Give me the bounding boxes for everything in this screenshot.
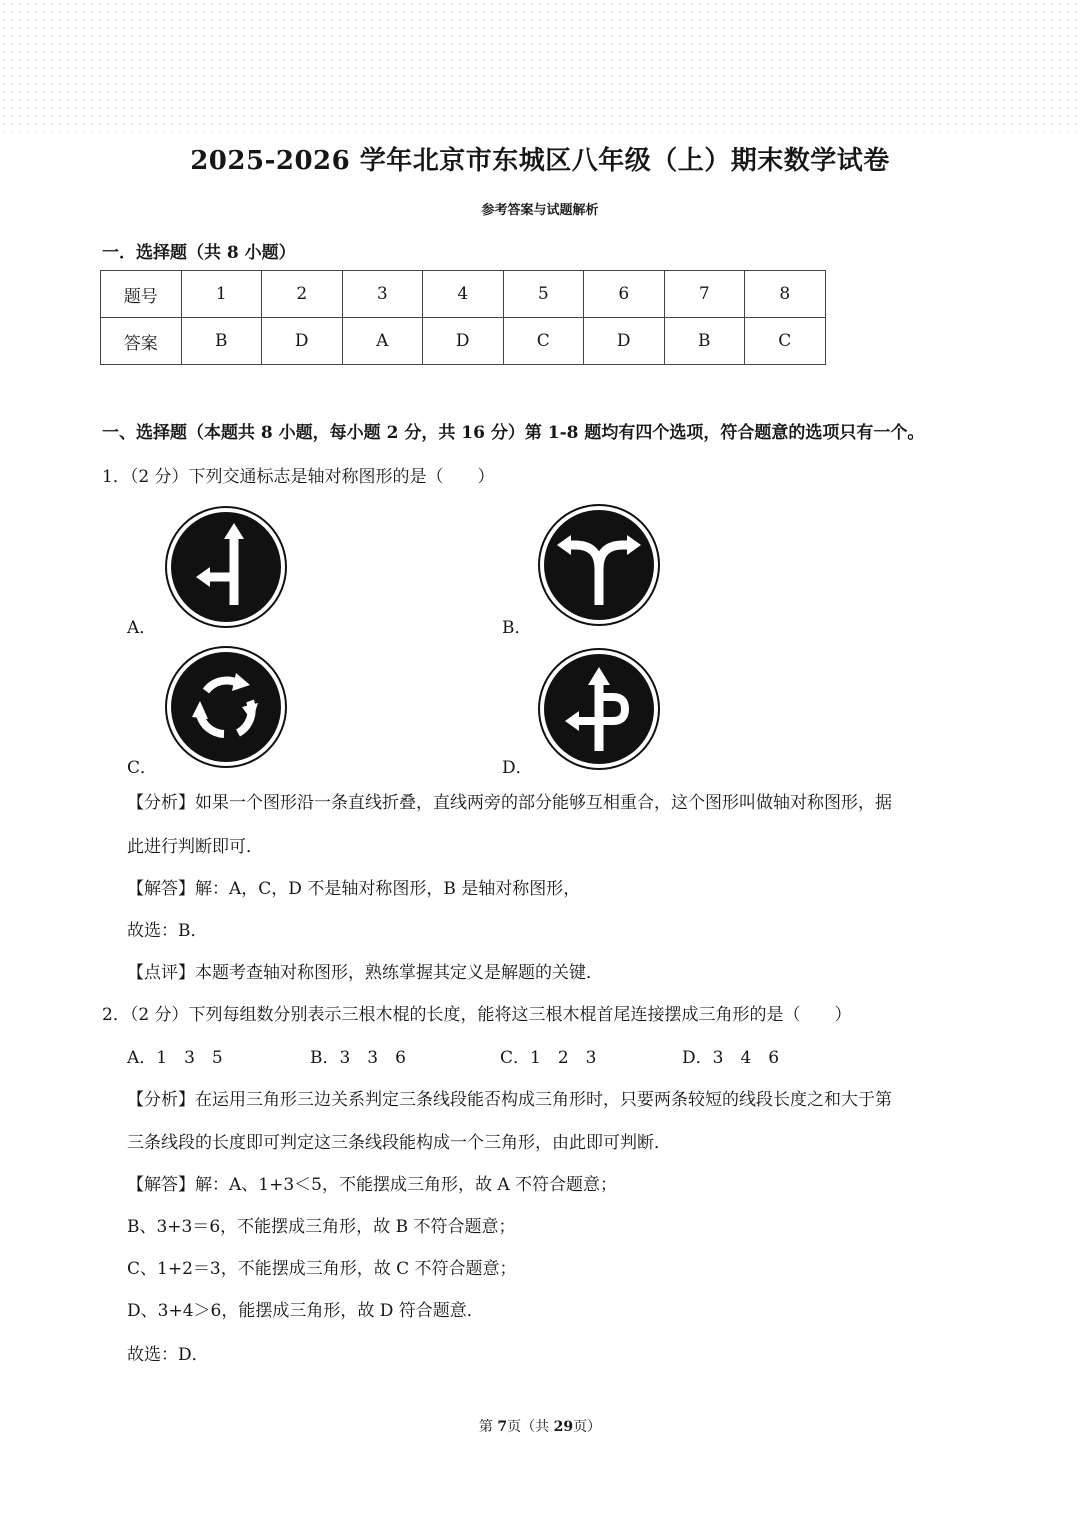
table-cell-answer: B	[181, 318, 262, 365]
q1-analysis-line-1: 【分析】如果一个图形沿一条直线折叠，直线两旁的部分能够互相重合，这个图形叫做轴对称图形，据	[127, 793, 892, 813]
left-right-fork-sign-icon	[537, 503, 661, 627]
q2-choice-b: B．3 3 6	[310, 1048, 406, 1068]
q1-comment: 【点评】本题考查轴对称图形，熟练掌握其定义是解题的关键．	[127, 963, 603, 983]
table-cell-answer: A	[342, 318, 423, 365]
table-cell-answer: C	[503, 318, 584, 365]
part-heading: 一、选择题（本题共 8 小题，每小题 2 分，共 16 分）第 1-8 题均有四个选项，符合题意的选项只有一个。	[102, 423, 925, 443]
table-cell-answer: D	[423, 318, 504, 365]
q2-solution-a: 【解答】解：A、1+3＜5，不能摆成三角形，故 A 不符合题意；	[127, 1175, 618, 1195]
q1-conclusion: 故选：B．	[127, 921, 208, 941]
footer-mid: 页（共	[507, 1419, 554, 1435]
table-cell-number: 6	[584, 271, 665, 318]
roundabout-sign-icon	[164, 645, 288, 769]
q2-conclusion: 故选：D．	[127, 1345, 209, 1365]
table-cell-answer: D	[262, 318, 343, 365]
table-cell-answer: D	[584, 318, 665, 365]
table-cell-number: 1	[181, 271, 262, 318]
table-cell-number: 7	[664, 271, 745, 318]
table-row-label: 答案	[101, 318, 182, 365]
page-title: 2025-2026 学年北京市东城区八年级（上）期末数学试卷	[190, 146, 890, 176]
scan-texture	[0, 0, 1080, 132]
table-cell-answer: C	[745, 318, 826, 365]
table-cell-number: 8	[745, 271, 826, 318]
q2-choice-d: D．3 4 6	[682, 1048, 780, 1068]
option-c-letter: C．	[127, 758, 158, 778]
option-a-letter: A．	[127, 618, 157, 638]
table-cell-answer: B	[664, 318, 745, 365]
answer-table	[100, 270, 826, 365]
total-page-count: 29	[553, 1419, 574, 1435]
footer-prefix: 第	[478, 1419, 498, 1435]
answer-table-number-row	[101, 271, 826, 318]
table-row-label: 题号	[101, 271, 182, 318]
footer-suffix: 页）	[573, 1419, 602, 1435]
current-page-number: 7	[497, 1419, 508, 1435]
q1-analysis-line-2: 此进行判断即可．	[127, 837, 263, 857]
q2-choice-c: C．1 2 3	[500, 1048, 597, 1068]
q2-solution-c: C、1+2＝3，不能摆成三角形，故 C 不符合题意；	[127, 1259, 517, 1279]
q2-analysis-line-2: 三条线段的长度即可判定这三条线段能构成一个三角形，由此即可判断．	[127, 1133, 671, 1153]
table-cell-number: 3	[342, 271, 423, 318]
option-b-letter: B．	[502, 618, 532, 638]
question-2-stem: 2．（2 分）下列每组数分别表示三根木棍的长度，能将这三根木棍首尾连接摆成三角形的是（ ）	[102, 1005, 852, 1025]
straight-left-u-turn-sign-icon	[537, 647, 661, 771]
q2-choice-a: A．1 3 5	[127, 1048, 223, 1068]
page-footer	[0, 1416, 1080, 1436]
q2-solution-d: D、3+4＞6，能摆成三角形，故 D 符合题意．	[127, 1301, 484, 1321]
table-cell-number: 5	[503, 271, 584, 318]
q1-solution: 【解答】解：A，C，D 不是轴对称图形，B 是轴对称图形，	[127, 879, 581, 899]
section-heading: 一．选择题（共 8 小题）	[102, 243, 296, 263]
answer-table-answer-row	[101, 318, 826, 365]
straight-left-turn-sign-icon	[164, 505, 288, 629]
page-subtitle: 参考答案与试题解析	[481, 203, 599, 218]
question-1-stem: 1．（2 分）下列交通标志是轴对称图形的是（ ）	[102, 467, 495, 487]
table-cell-number: 2	[262, 271, 343, 318]
q2-solution-b: B、3+3＝6，不能摆成三角形，故 B 不符合题意；	[127, 1217, 516, 1237]
option-d-letter: D．	[502, 758, 533, 778]
q2-analysis-line-1: 【分析】在运用三角形三边关系判定三条线段能否构成三角形时，只要两条较短的线段长度之和大于第	[127, 1090, 892, 1110]
table-cell-number: 4	[423, 271, 504, 318]
